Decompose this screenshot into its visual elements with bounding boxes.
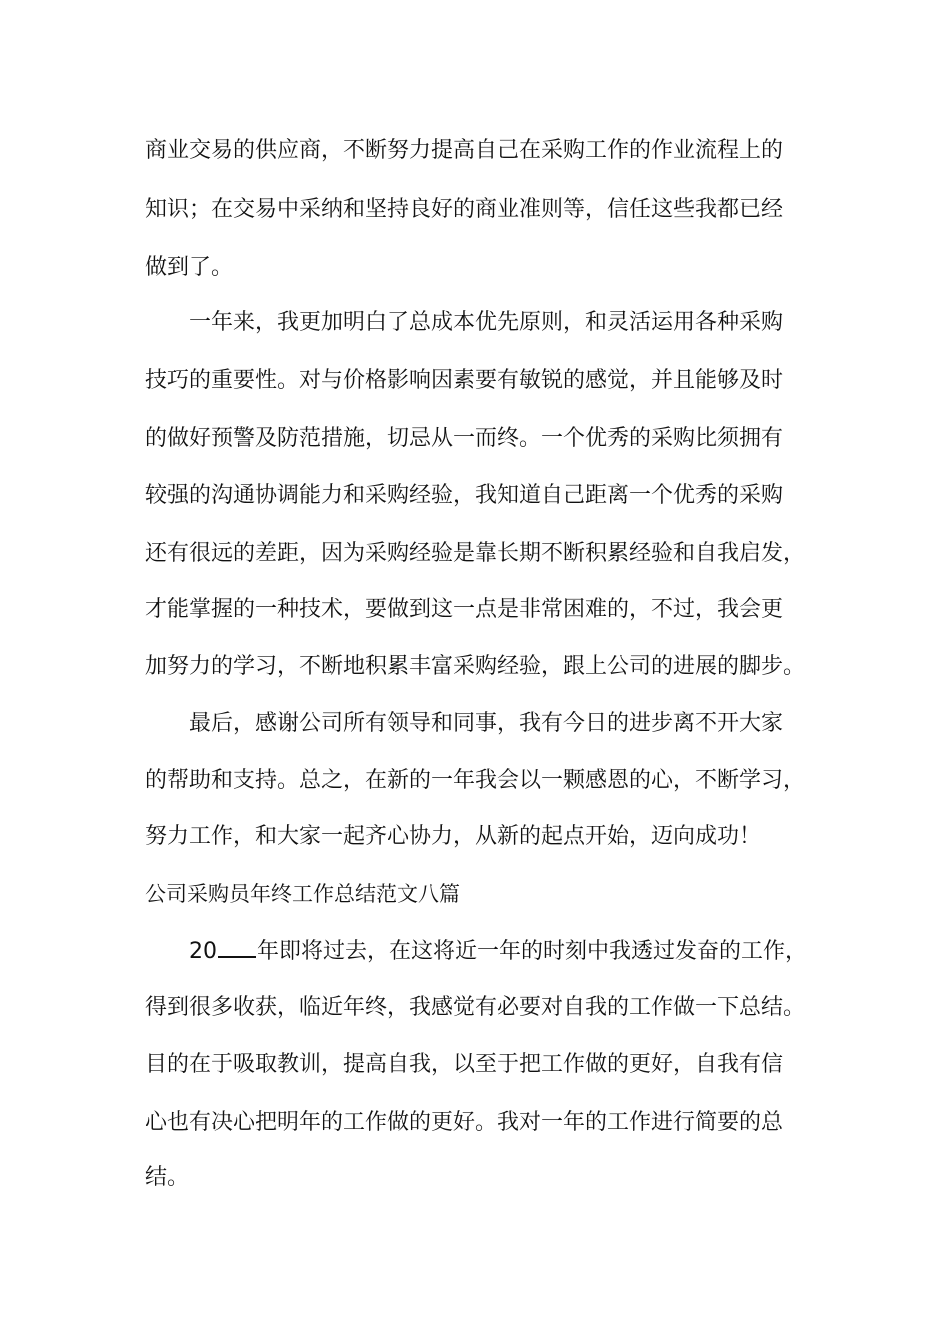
paragraph-4-line-1	[189, 936, 807, 967]
paragraph-3-line-3: 努力工作，和大家一起齐心协力，从新的起点开始，迈向成功！	[145, 824, 762, 849]
section-title: 公司采购员年终工作总结范文八篇	[145, 882, 460, 906]
paragraph-2-line-4: 较强的沟通协调能力和采购经验，我知道自己距离一个优秀的采购	[145, 483, 784, 508]
paragraph-4-line-5: 结。	[145, 1165, 190, 1190]
paragraph-1-line-3: 做到了。	[145, 255, 234, 280]
paragraph-2-line-5: 还有很远的差距，因为采购经验是靠长期不断积累经验和自我启发，	[145, 541, 806, 566]
paragraph-2-line-2: 技巧的重要性。对与价格影响因素要有敏锐的感觉，并且能够及时	[145, 368, 784, 393]
paragraph-1-line-2: 知识；在交易中采纳和坚持良好的商业准则等，信任这些我都已经	[145, 197, 784, 222]
paragraph-3-line-2: 的帮助和支持。总之，在新的一年我会以一颗感恩的心，不断学习，	[145, 768, 806, 793]
paragraph-2-line-6: 才能掌握的一种技术，要做到这一点是非常困难的，不过，我会更	[145, 597, 784, 622]
paragraph-4-line-1-text: 年即将过去，在这将近一年的时刻中我透过发奋的工作，	[257, 939, 808, 964]
paragraph-1-line-1: 商业交易的供应商，不断努力提高自己在采购工作的作业流程上的	[145, 138, 784, 163]
paragraph-4-line-2: 得到很多收获，临近年终，我感觉有必要对自我的工作做一下总结。	[145, 995, 806, 1020]
paragraph-4-line-3: 目的在于吸取教训，提高自我，以至于把工作做的更好，自我有信	[145, 1052, 784, 1077]
year-prefix: 20	[189, 939, 217, 964]
paragraph-2-line-7: 加努力的学习，不断地积累丰富采购经验，跟上公司的进展的脚步。	[145, 654, 806, 679]
paragraph-3-line-1: 最后，感谢公司所有领导和同事，我有今日的进步离不开大家	[189, 711, 784, 736]
paragraph-2-line-3: 的做好预警及防范措施，切忌从一而终。一个优秀的采购比须拥有	[145, 426, 784, 451]
paragraph-2-line-1: 一年来，我更加明白了总成本优先原则，和灵活运用各种采购	[189, 310, 784, 335]
year-blank-underline	[218, 936, 256, 958]
paragraph-4-line-4: 心也有决心把明年的工作做的更好。我对一年的工作进行简要的总	[145, 1110, 784, 1135]
